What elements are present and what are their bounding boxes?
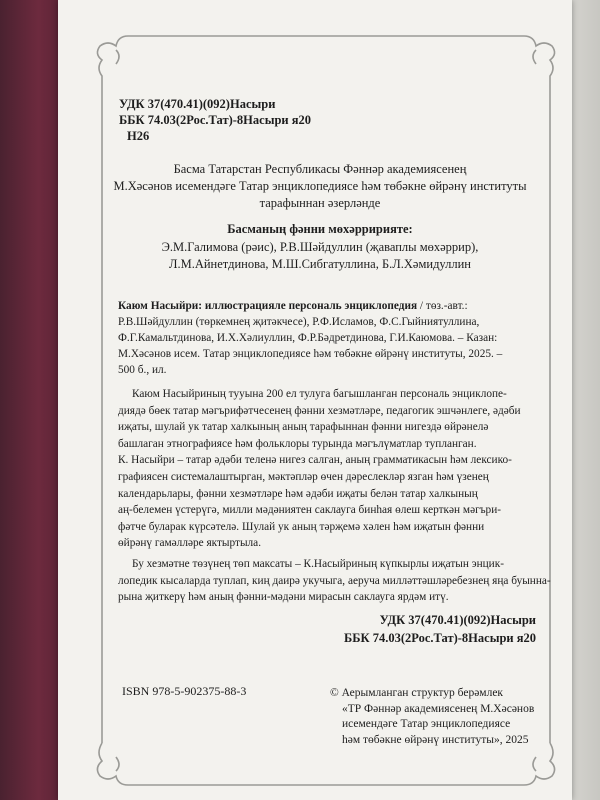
abstract-line: Бу хезмәтне төзүнең төп максаты – К.Насыйриның күпкырлы иҗатын энцик- [132, 558, 504, 570]
abstract-paragraph-2 [118, 556, 551, 606]
bbk-code: ББК 74.03(2Рос.Тат)-8Насыри я20 [344, 631, 536, 645]
udk-block-bottom [300, 611, 536, 647]
copyright-line: «ТР Фәннәр академиясенең М.Хәсәнов [342, 702, 535, 715]
biblio-line: 500 б., ил. [118, 364, 167, 376]
abstract-line: диядә бөек татар мәгърифәтчесенең фәнни хезмәтләре, педагогик эшчәнлеге, әдәби [118, 404, 521, 417]
biblio-line: Ф.Г.Камальтдинова, И.Х.Хәлиуллин, Ф.Р.Бәдретдинова, Г.И.Каюмова. – Казан: [118, 332, 498, 344]
copyright-line: һәм төбәкне өйрәнү институты», 2025 [342, 733, 529, 746]
abstract-line: Каюм Насыйриның тууына 200 ел тулуга багышланган персональ энциклопе- [132, 388, 507, 400]
abstract-line: рына җиткерү һәм аның фәнни-мәдәни мирасын саклауга ярдәм итү. [118, 591, 449, 604]
publisher-line: М.Хәсәнов исемендәге Татар энциклопедиясе һәм төбәкне өйрәнү институты [113, 179, 527, 193]
udk-block-top [119, 96, 311, 144]
biblio-line: Р.В.Шәйдуллин (төркемнең җитәкчесе), Р.Ф.Исламов, Ф.С.Гыйниятуллина, [118, 316, 480, 328]
abstract-line: календарьлары, фәнни хезмәтләре һәм әдәби иҗаты белән татар халкының [118, 487, 478, 500]
abstract-line: лопедик кысаларда туплап, киң даирә укучыга, аеруча милләттәшләребезнең яңа буынна- [118, 574, 551, 587]
editors-line: Э.М.Галимова (рәис), Р.В.Шәйдуллин (җаваплы мөхәррир), [161, 240, 479, 254]
editorial-board-title: Басманың фәнни мөхәрририяте: [227, 222, 413, 236]
abstract-line: фәтче буларак күрсәтелә. Шулай ук аның тәрҗемә хәлен һәм иҗатын фәнни [118, 520, 485, 533]
publisher-statement [100, 161, 540, 212]
publisher-line: тарафыннан әзерләнде [259, 196, 381, 210]
copyright-notice [330, 686, 534, 748]
isbn-number: ISBN 978-5-902375-88-3 [122, 684, 247, 698]
abstract-paragraph-1 [118, 386, 540, 552]
copyright-line: © Аерымланган структур берәмлек [330, 687, 504, 699]
abstract-line: К. Насыйри – татар әдәби теленә нигез салган, аның грамматикасын һәм лексико- [118, 454, 512, 467]
copyright-line: исемендәге Татар энциклопедиясе [342, 718, 511, 730]
book-cover-left [0, 0, 64, 800]
udk-code: УДК 37(470.41)(092)Насыри [379, 613, 536, 627]
publisher-line: Басма Татарстан Республикасы Фәннәр академиясенең [173, 162, 467, 176]
editorial-board-members [100, 239, 540, 273]
abstract-line: башлаган этнографиясе һәм фольклоры турында мәгълүматлар тупланган. [118, 437, 477, 450]
author-mark: Н26 [127, 129, 150, 143]
abstract-line: өйрәнү гамәлләре яктыртыла. [118, 537, 262, 550]
bbk-code: ББК 74.03(2Рос.Тат)-8Насыри я20 [119, 113, 311, 127]
editors-line: Л.М.Айнетдинова, М.Ш.Сибгатуллина, Б.Л.Хәмидуллин [169, 257, 471, 271]
abstract-line: графиясен системалаштырган, мәктәпләр өчен дәреслекләр язган һәм үзенең [118, 470, 489, 483]
udk-code: УДК 37(470.41)(092)Насыри [119, 97, 276, 111]
abstract-line: иҗаты, шулай ук татар халкының аның тарафыннан фәнни нигездә өйрәнелә [118, 421, 489, 434]
abstract-line: аң-белемен үстерүгә, милли мәдәниятен саклауга бинһая өлеш керткән мәгъри- [118, 504, 502, 517]
biblio-line: М.Хәсәнов исем. Татар энциклопедиясе һәм төбәкне өйрәнү институты, 2025. – [118, 348, 503, 360]
book-title: Каюм Насыйри: иллюстрацияле персональ энциклопедия [118, 300, 418, 312]
bibliographic-record [118, 298, 538, 378]
biblio-line: / төз.-авт.: [417, 300, 468, 312]
